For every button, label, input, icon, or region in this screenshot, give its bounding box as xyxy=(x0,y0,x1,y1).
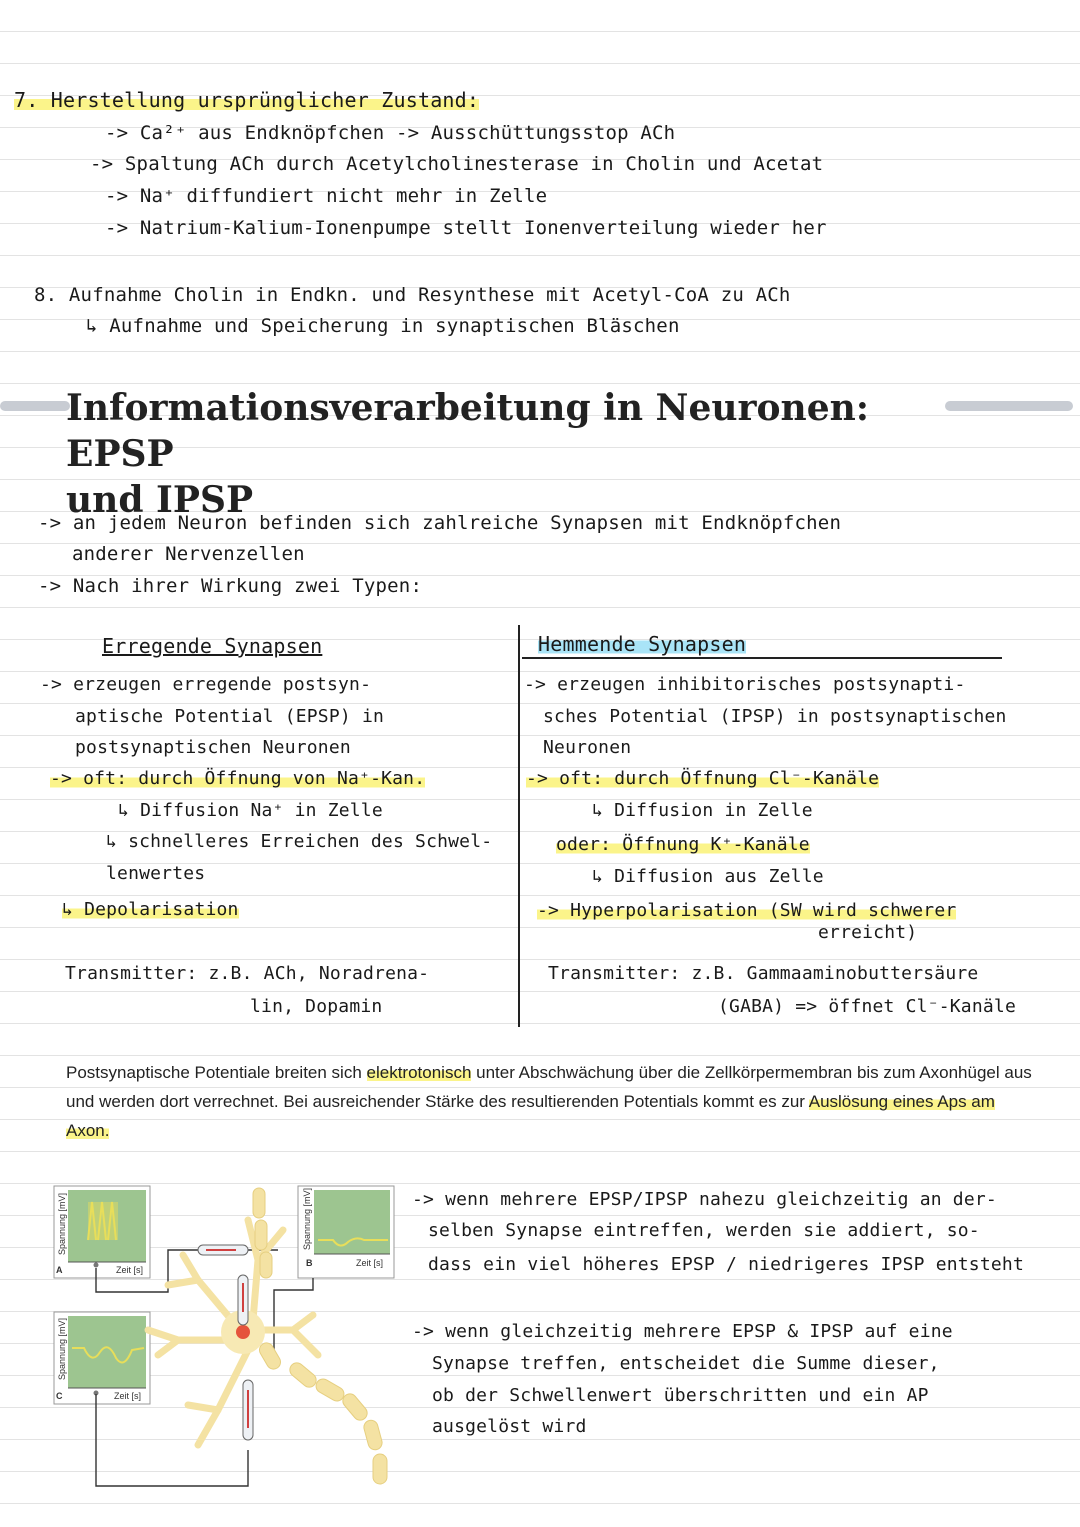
summation-line: Synapse treffen, entscheidet die Summe dieser, xyxy=(432,1353,940,1374)
step7-line: -> Natrium-Kalium-Ionenpumpe stellt Ionenverteilung wieder her xyxy=(105,217,827,239)
panel-label: A xyxy=(56,1265,63,1275)
paragraph-highlight: Auslösung eines Aps am Axon. xyxy=(66,1092,995,1140)
table-left-line: postsynaptischen Neuronen xyxy=(75,737,351,758)
table-divider-vertical xyxy=(518,625,520,1027)
ylabel: Spannung [mV] xyxy=(302,1187,312,1250)
ylabel: Spannung [mV] xyxy=(57,1317,67,1380)
table-left-line: aptische Potential (EPSP) in xyxy=(75,706,385,727)
ylabel: Spannung [mV] xyxy=(57,1192,67,1255)
table-right-line: Neuronen xyxy=(543,737,632,758)
table-left-header: Erregende Synapsen xyxy=(102,634,323,658)
summation-line: dass ein viel höheres EPSP / niedrigeres IPSP entsteht xyxy=(428,1254,1024,1275)
step7-line: -> Ca²⁺ aus Endknöpfchen -> Ausschüttungsstop ACh xyxy=(105,122,676,144)
table-right-line: -> Hyperpolarisation (SW wird schwerer xyxy=(537,900,957,921)
intro-line: -> Nach ihrer Wirkung zwei Typen: xyxy=(38,575,423,597)
table-left-transmitter: Transmitter: z.B. ACh, Noradrena- xyxy=(65,963,430,984)
table-left-transmitter: lin, Dopamin xyxy=(250,996,383,1017)
title-decoration-left xyxy=(0,401,70,411)
explanation-paragraph xyxy=(66,1058,1041,1145)
table-right-line: oder: Öffnung K⁺-Kanäle xyxy=(556,834,810,855)
intro-line: -> an jedem Neuron befinden sich zahlreiche Synapsen mit Endknöpfchen xyxy=(38,512,842,534)
step8-line: ↳ Aufnahme und Speicherung in synaptischen Bläschen xyxy=(86,315,680,337)
table-right-transmitter: (GABA) => öffnet Cl⁻-Kanäle xyxy=(718,996,1016,1017)
paragraph-text: Postsynaptische Potentiale breiten sich xyxy=(66,1063,367,1082)
summation-line: -> wenn mehrere EPSP/IPSP nahezu gleichzeitig an der- xyxy=(412,1189,997,1210)
summation-line: selben Synapse eintreffen, werden sie addiert, so- xyxy=(428,1220,980,1241)
summation-line: -> wenn gleichzeitig mehrere EPSP & IPSP auf eine xyxy=(412,1321,953,1342)
intro-line: anderer Nervenzellen xyxy=(72,543,305,565)
table-right-line: -> oft: durch Öffnung Cl⁻-Kanäle xyxy=(526,768,880,789)
paragraph-text: unter Abschwächung über die Zellkörpermembran bis zum Axonhügel aus und werden dort verrechnet. Bei ausreichender Stärke des resultierenden Potentials kommt es zur xyxy=(66,1063,1032,1111)
xlabel: Zeit [s] xyxy=(356,1258,384,1268)
xlabel: Zeit [s] xyxy=(114,1391,142,1401)
graph-panel-a xyxy=(54,1186,150,1278)
table-left-line: ↳ Depolarisation xyxy=(62,899,239,920)
graph-panel-c xyxy=(54,1312,150,1404)
panel-label: B xyxy=(306,1258,313,1268)
section-title-line: und IPSP xyxy=(66,479,254,521)
table-right-line: erreicht) xyxy=(818,922,918,943)
section-title-line: Informationsverarbeitung in Neuronen: EPSP xyxy=(66,387,870,475)
table-right-line: sches Potential (IPSP) in postsynaptischen xyxy=(543,706,1007,727)
table-right-line: -> erzeugen inhibitorisches postsynapti- xyxy=(524,674,966,695)
table-right-line: ↳ Diffusion in Zelle xyxy=(592,800,813,821)
title-decoration-right xyxy=(945,401,1073,411)
table-left-line: ↳ Diffusion Na⁺ in Zelle xyxy=(118,800,383,821)
xlabel: Zeit [s] xyxy=(116,1265,144,1275)
panel-label: C xyxy=(56,1391,63,1401)
table-right-transmitter: Transmitter: z.B. Gammaaminobuttersäure xyxy=(548,963,979,984)
table-left-line: -> erzeugen erregende postsyn- xyxy=(40,674,372,695)
summation-line: ob der Schwellenwert überschritten und ein AP xyxy=(432,1385,929,1406)
table-left-line: ↳ schnelleres Erreichen des Schwel- xyxy=(106,831,493,852)
neuron-measurement-figure xyxy=(48,1180,400,1496)
summation-line: ausgelöst wird xyxy=(432,1416,587,1437)
graph-panel-b xyxy=(298,1186,394,1278)
table-right-header: Hemmende Synapsen xyxy=(538,632,747,656)
table-divider-horizontal xyxy=(522,657,1002,659)
step7-line: -> Spaltung ACh durch Acetylcholinesterase in Cholin und Acetat xyxy=(90,153,824,175)
step7-heading: 7. Herstellung ursprünglicher Zustand: xyxy=(14,88,480,112)
step8-line: 8. Aufnahme Cholin in Endkn. und Resynthese mit Acetyl-CoA zu ACh xyxy=(34,284,791,306)
section-title xyxy=(66,385,946,523)
table-left-line: lenwertes xyxy=(106,863,206,884)
table-left-line: -> oft: durch Öffnung von Na⁺-Kan. xyxy=(50,768,426,789)
paragraph-highlight: elektrotonisch xyxy=(366,1063,472,1082)
step7-line: -> Na⁺ diffundiert nicht mehr in Zelle xyxy=(105,185,548,207)
table-right-line: ↳ Diffusion aus Zelle xyxy=(592,866,824,887)
